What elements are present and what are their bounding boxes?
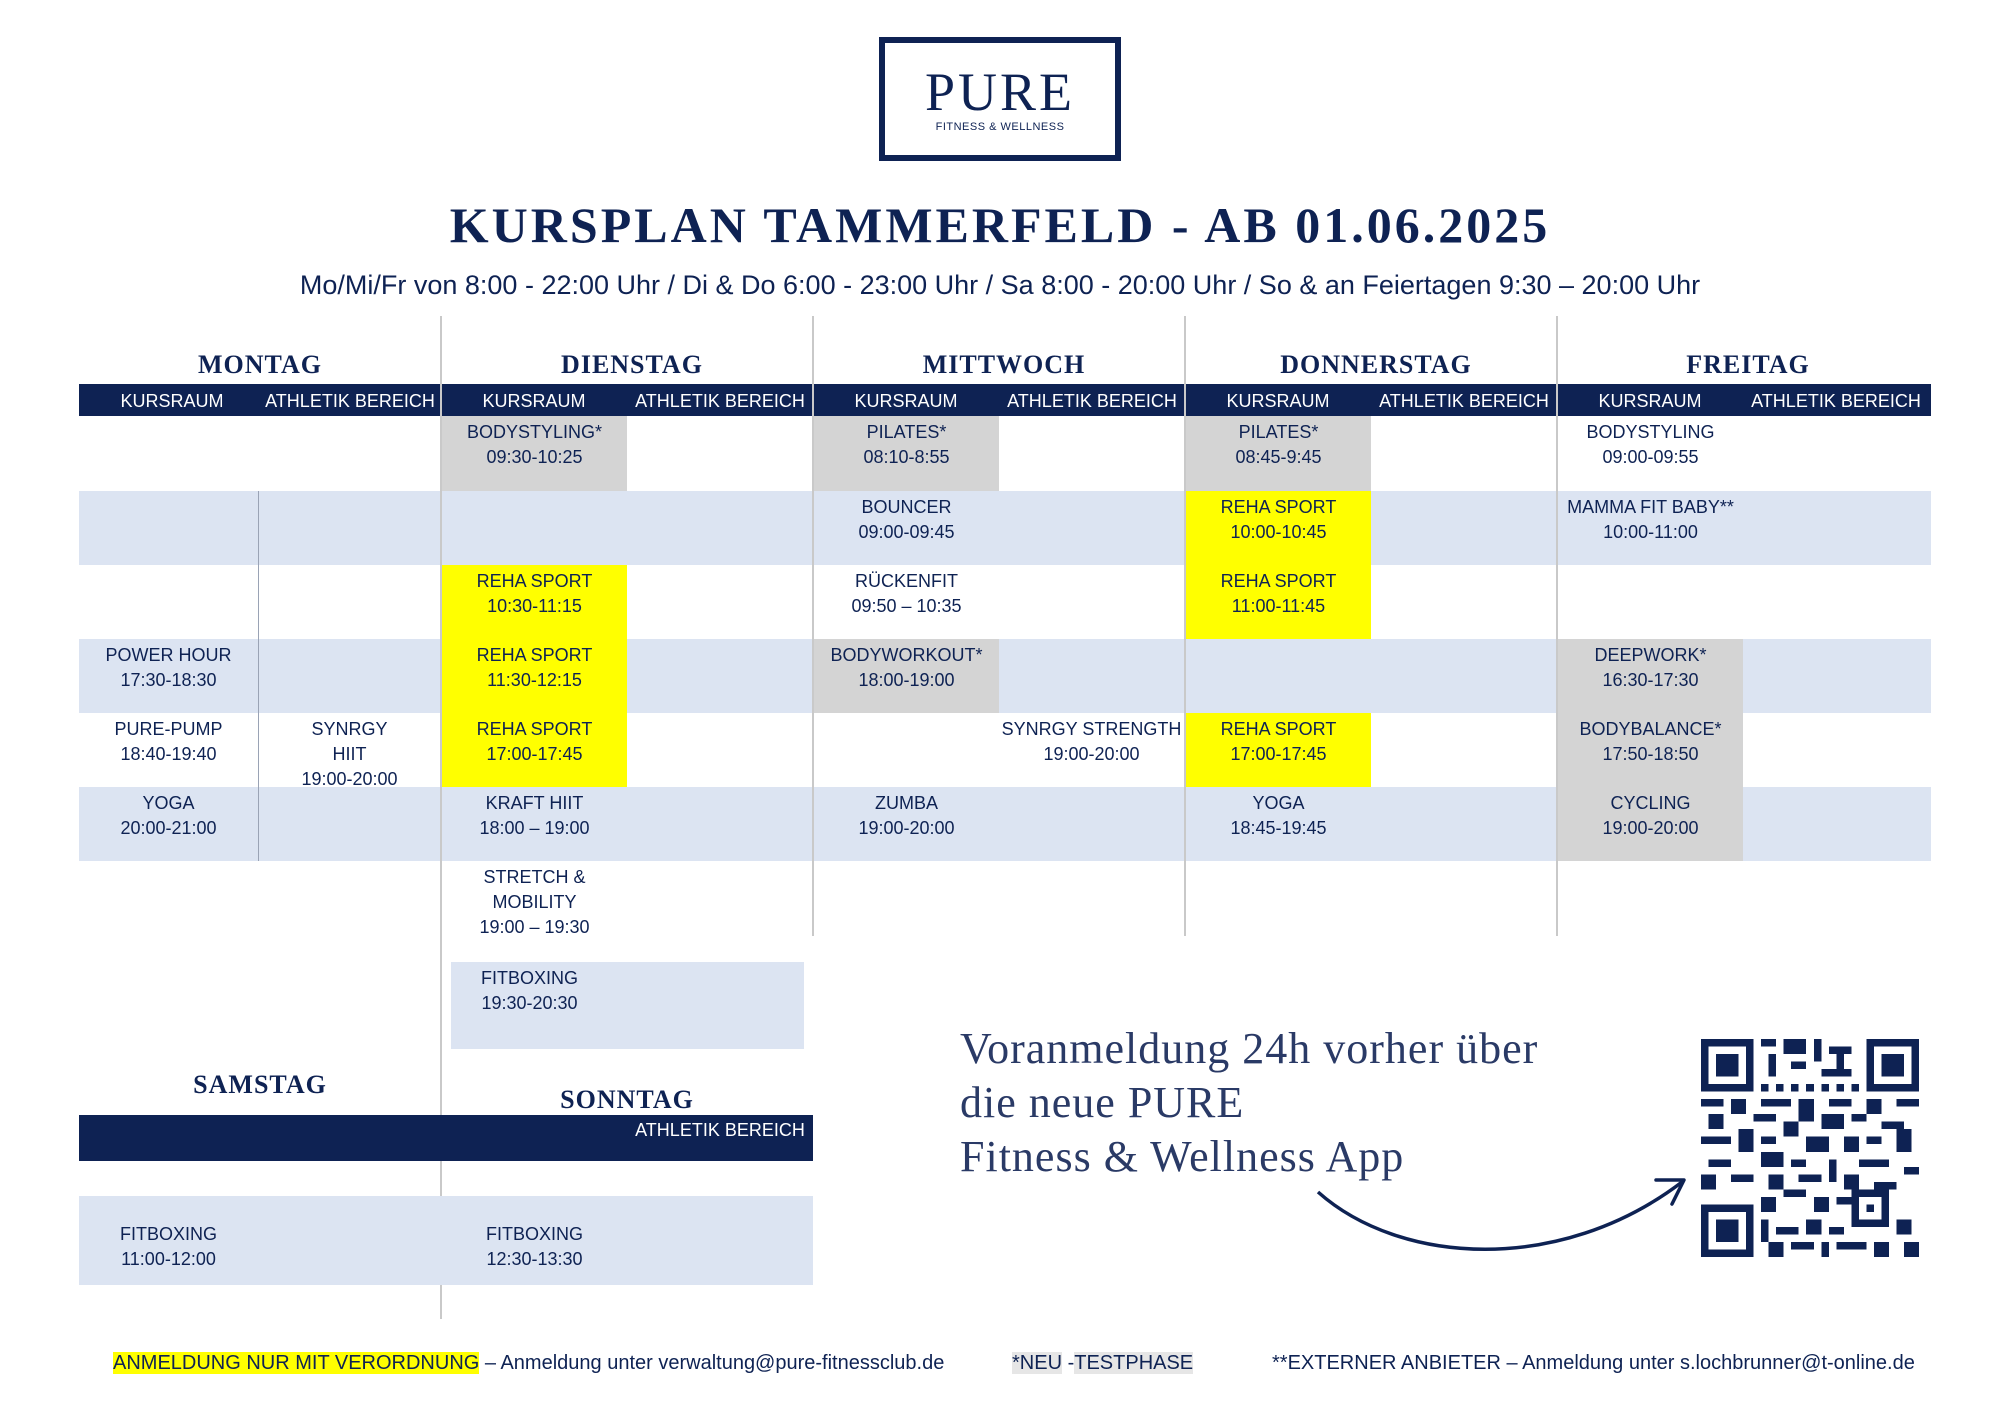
testphase-marker: TESTPHASE: [1074, 1352, 1194, 1374]
col-athletik-mo: ATHLETIK BEREICH: [265, 391, 435, 411]
class-cycling-fr[interactable]: [1558, 787, 1743, 861]
class-name: KRAFT HIIT: [485, 793, 584, 813]
class-time: 11:30-12:15: [487, 670, 582, 690]
class-time: 09:00-09:45: [858, 522, 955, 542]
class-name: YOGA: [1252, 793, 1305, 813]
col-kursraum-do: KURSRAUM: [1226, 391, 1330, 411]
class-time: 09:30-10:25: [486, 447, 583, 467]
class-name: REHA SPORT: [1220, 719, 1337, 739]
class-bodystyling-fr[interactable]: [1558, 416, 1743, 491]
class-time: 18:45-19:45: [1230, 818, 1327, 838]
class-bodybalance-fr[interactable]: [1558, 713, 1743, 787]
class-deepwork-fr[interactable]: [1558, 639, 1743, 713]
class-name: MAMMA FIT BABY**: [1567, 497, 1734, 517]
class-name-line2: MOBILITY: [492, 892, 577, 912]
class-bodystyling-di[interactable]: [442, 416, 627, 491]
class-name: YOGA: [142, 793, 195, 813]
class-name: PURE-PUMP: [114, 719, 223, 739]
class-bouncer-mi[interactable]: [814, 491, 999, 565]
logo-tagline: FITNESS & WELLNESS: [935, 121, 1065, 133]
col-athletik-so: ATHLETIK BEREICH: [635, 1120, 805, 1140]
col-kursraum-mi: KURSRAUM: [854, 391, 958, 411]
day-friday: FREITAG: [1686, 350, 1810, 379]
class-name: REHA SPORT: [476, 571, 593, 591]
class-name: RÜCKENFIT: [855, 571, 958, 591]
class-yoga-mo[interactable]: [79, 787, 258, 861]
app-signup-note: [960, 1022, 1538, 1184]
class-time: 10:00-10:45: [1230, 522, 1327, 542]
class-name: BODYBALANCE*: [1579, 719, 1722, 739]
class-pure-pump-mo[interactable]: [79, 713, 258, 787]
class-time: 17:00-17:45: [486, 744, 583, 764]
col-kursraum-mo: KURSRAUM: [120, 391, 224, 411]
class-time: 09:00-09:55: [1602, 447, 1699, 467]
class-name: REHA SPORT: [1220, 497, 1337, 517]
cta-line: die neue PURE: [960, 1078, 1245, 1127]
class-name: FITBOXING: [480, 968, 578, 988]
separator-mo-inner: [258, 491, 259, 861]
cta-line: Fitness & Wellness App: [960, 1132, 1405, 1181]
day-sunday: SONNTAG: [560, 1085, 694, 1114]
class-power-hour-mo[interactable]: [79, 639, 258, 713]
class-reha-sport-di-2[interactable]: [442, 639, 627, 713]
class-name: REHA SPORT: [1220, 571, 1337, 591]
class-time: 11:00-11:45: [1231, 596, 1326, 616]
class-fitboxing-so[interactable]: [442, 1218, 627, 1278]
class-reha-sport-do-1[interactable]: [1186, 491, 1371, 565]
class-time: 17:50-18:50: [1602, 744, 1699, 764]
class-time: 19:00-20:00: [301, 769, 398, 789]
col-athletik-do: ATHLETIK BEREICH: [1379, 391, 1549, 411]
class-name: SYNRGY: [311, 719, 388, 739]
class-name: FITBOXING: [485, 1224, 583, 1244]
class-stretch-mobility-di[interactable]: [442, 861, 627, 957]
class-time: 08:45-9:45: [1235, 447, 1322, 467]
class-synrgy-strength-mi[interactable]: [999, 713, 1184, 787]
class-time: 20:00-21:00: [120, 818, 217, 838]
class-time: 19:00-20:00: [1043, 744, 1140, 764]
day-monday: MONTAG: [198, 350, 322, 379]
class-name: DEEPWORK*: [1594, 645, 1707, 665]
reha-contact: – Anmeldung unter verwaltung@pure-fitnessclub.de: [479, 1352, 945, 1374]
class-mamma-fit-baby-fr[interactable]: [1558, 491, 1743, 565]
footer-new-note: [1012, 1352, 1193, 1375]
class-name: FITBOXING: [119, 1224, 217, 1244]
class-fitboxing-sa[interactable]: [79, 1218, 258, 1278]
class-name: BODYWORKOUT*: [830, 645, 983, 665]
page-title: KURSPLAN TAMMERFELD - AB 01.06.2025: [449, 197, 1551, 253]
class-time: 19:00-20:00: [1602, 818, 1699, 838]
logo-brand: PURE: [924, 62, 1076, 122]
class-rueckenfit-mi[interactable]: [814, 565, 999, 639]
cta-line: Voranmeldung 24h vorher über: [960, 1024, 1539, 1073]
col-athletik-mi: ATHLETIK BEREICH: [1007, 391, 1177, 411]
class-time: 19:00 – 19:30: [479, 917, 590, 937]
class-time: 08:10-8:55: [863, 447, 950, 467]
class-fitboxing-di[interactable]: [451, 962, 608, 1036]
class-time: 10:30-11:15: [487, 596, 582, 616]
class-name: BODYSTYLING*: [466, 422, 603, 442]
class-name: REHA SPORT: [476, 719, 593, 739]
class-name: POWER HOUR: [105, 645, 232, 665]
class-bodyworkout-mi[interactable]: [814, 639, 999, 713]
class-reha-sport-di-1[interactable]: [442, 565, 627, 639]
opening-hours: Mo/Mi/Fr von 8:00 - 22:00 Uhr / Di & Do 6:00 - 23:00 Uhr / Sa 8:00 - 20:00 Uhr / So & an Feiertagen 9:30 – 20:00 Uhr: [299, 270, 1701, 300]
class-reha-sport-di-3[interactable]: [442, 713, 627, 787]
class-time: 11:00-12:00: [121, 1249, 216, 1269]
class-synrgy-hiit-mo[interactable]: [259, 713, 440, 787]
day-wednesday: MITTWOCH: [922, 350, 1086, 379]
footer-reha-note: [113, 1352, 944, 1375]
new-marker: *NEU: [1012, 1352, 1063, 1374]
class-name: SYNRGY STRENGTH: [1001, 719, 1182, 739]
class-kraft-hiit-di[interactable]: [442, 787, 627, 861]
col-kursraum-di: KURSRAUM: [482, 391, 586, 411]
class-name: PILATES*: [866, 422, 947, 442]
class-yoga-do[interactable]: [1186, 787, 1371, 861]
class-time: 09:50 – 10:35: [851, 596, 962, 616]
class-time: 17:00-17:45: [1230, 744, 1327, 764]
reha-requirement: ANMELDUNG NUR MIT VERORDNUNG: [113, 1352, 480, 1374]
class-reha-sport-do-3[interactable]: [1186, 713, 1371, 787]
class-name: PILATES*: [1238, 422, 1319, 442]
col-athletik-di: ATHLETIK BEREICH: [635, 391, 805, 411]
class-reha-sport-do-2[interactable]: [1186, 565, 1371, 639]
class-time: 10:00-11:00: [1603, 522, 1698, 542]
class-pilates-mi[interactable]: [814, 416, 999, 491]
class-time: 19:00-20:00: [858, 818, 955, 838]
class-time: 16:30-17:30: [1602, 670, 1699, 690]
day-thursday: DONNERSTAG: [1280, 350, 1472, 379]
class-name-line2: HIIT: [332, 744, 367, 764]
class-name: BODYSTYLING: [1586, 422, 1715, 442]
class-zumba-mi[interactable]: [814, 787, 999, 861]
class-time: 17:30-18:30: [120, 670, 217, 690]
pure-logo: [879, 37, 1121, 161]
class-name: CYCLING: [1610, 793, 1691, 813]
qr-code-icon[interactable]: [1701, 1039, 1919, 1257]
class-time: 18:00-19:00: [858, 670, 955, 690]
class-pilates-do[interactable]: [1186, 416, 1371, 491]
class-time: 18:00 – 19:00: [479, 818, 590, 838]
class-time: 12:30-13:30: [486, 1249, 583, 1269]
day-tuesday: DIENSTAG: [561, 350, 703, 379]
class-name: REHA SPORT: [476, 645, 593, 665]
class-name: BOUNCER: [861, 497, 952, 517]
col-kursraum-fr: KURSRAUM: [1598, 391, 1702, 411]
arrow-right-icon: [1310, 1170, 1690, 1280]
col-athletik-fr: ATHLETIK BEREICH: [1751, 391, 1921, 411]
new-separator: -: [1062, 1352, 1075, 1374]
class-time: 18:40-19:40: [120, 744, 217, 764]
day-saturday: SAMSTAG: [193, 1070, 327, 1099]
class-name: ZUMBA: [875, 793, 938, 813]
class-time: 19:30-20:30: [481, 993, 578, 1013]
footer-external-note: **EXTERNER ANBIETER – Anmeldung unter s.lochbrunner@t-online.de: [1272, 1352, 1915, 1374]
class-name: STRETCH &: [483, 867, 586, 887]
